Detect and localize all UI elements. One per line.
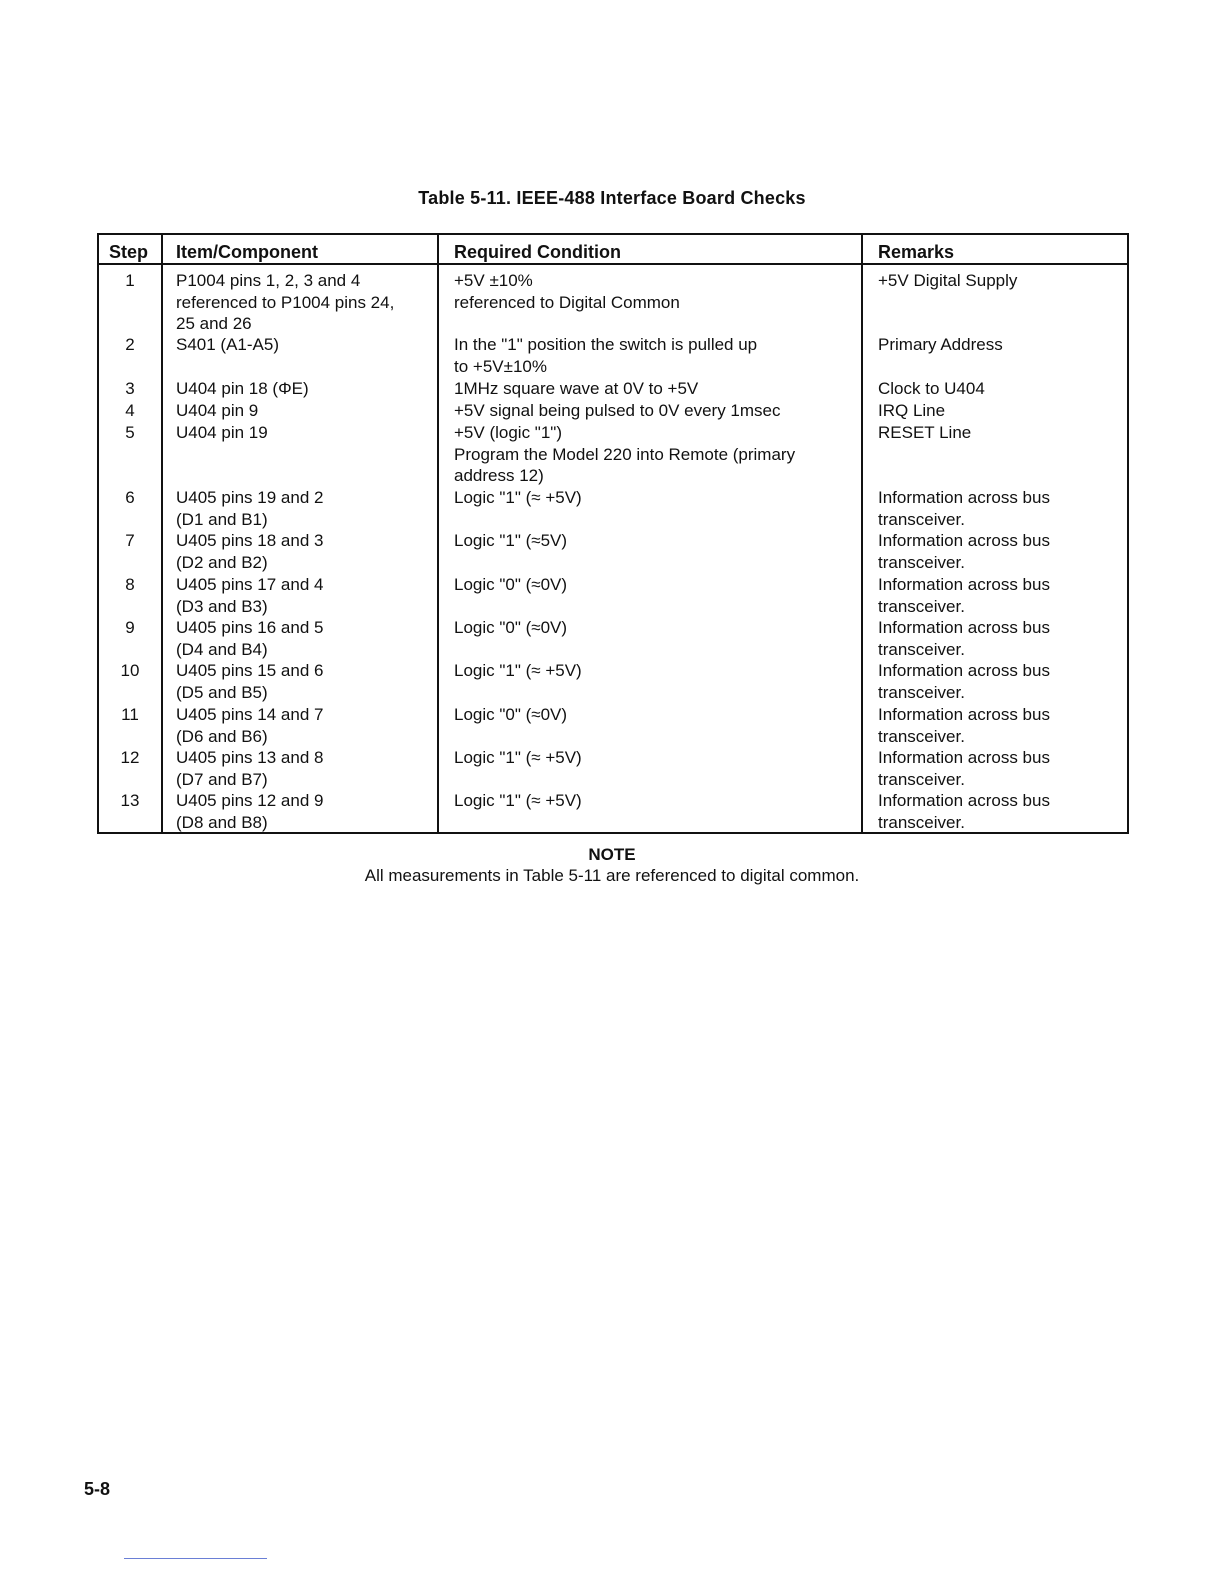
cell-line: transceiver.	[878, 552, 965, 572]
step-cell: 1	[125, 271, 135, 290]
cell-line: transceiver.	[878, 682, 965, 702]
cell-line: Information across bus	[878, 748, 1050, 767]
cell-line: referenced to Digital Common	[454, 292, 680, 312]
item-cell	[176, 704, 323, 747]
cell-line: +5V (logic "1")	[454, 423, 562, 442]
remarks-cell	[878, 530, 1050, 573]
cell-line: Logic "1" (≈ +5V)	[454, 791, 582, 810]
cell-line: Information across bus	[878, 705, 1050, 724]
cell-line: Information across bus	[878, 618, 1050, 637]
step-cell: 11	[121, 705, 139, 724]
remarks-cell	[878, 378, 985, 400]
table-title: Table 5-11. IEEE-488 Interface Board Checks	[418, 188, 806, 208]
condition-cell	[454, 574, 567, 596]
cell-line: referenced to P1004 pins 24,	[176, 292, 395, 312]
cell-line: (D5 and B5)	[176, 682, 268, 702]
condition-cell	[454, 378, 698, 400]
step-cell: 9	[125, 618, 135, 637]
cell-line: Logic "1" (≈5V)	[454, 531, 568, 550]
cell-line: 1MHz square wave at 0V to +5V	[454, 379, 699, 398]
item-cell	[176, 270, 394, 335]
cell-line: +5V Digital Supply	[878, 271, 1018, 290]
cell-line: Information across bus	[878, 791, 1050, 810]
cell-line: U404 pin 9	[176, 401, 259, 420]
condition-cell	[454, 270, 680, 313]
cell-line: transceiver.	[878, 509, 965, 529]
header-item: Item/Component	[176, 242, 318, 262]
header-condition: Required Condition	[454, 242, 621, 262]
cell-line: transceiver.	[878, 769, 965, 789]
cell-line: (D3 and B3)	[176, 596, 268, 616]
column-divider	[437, 235, 439, 832]
step-cell: 12	[120, 748, 140, 767]
remarks-cell	[878, 487, 1050, 530]
condition-cell	[454, 487, 582, 509]
cell-line: U404 pin 18 (ΦE)	[176, 379, 309, 398]
cell-line: U405 pins 18 and 3	[176, 531, 324, 550]
remarks-cell	[878, 704, 1050, 747]
condition-cell	[454, 704, 567, 726]
step-cell: 2	[125, 335, 135, 354]
condition-cell	[454, 660, 582, 682]
cell-line: U405 pins 17 and 4	[176, 575, 324, 594]
item-cell	[176, 334, 279, 356]
cell-line: Information across bus	[878, 575, 1050, 594]
cell-line: (D8 and B8)	[176, 812, 268, 832]
note-text: All measurements in Table 5-11 are referenced to digital common.	[364, 866, 860, 885]
cell-line: +5V ±10%	[454, 271, 533, 290]
step-cell: 4	[125, 401, 135, 420]
step-cell: 5	[125, 423, 135, 442]
column-divider	[161, 235, 163, 832]
cell-line: Logic "1" (≈ +5V)	[454, 488, 582, 507]
remarks-cell	[878, 790, 1050, 833]
page-number: 5-8	[84, 1479, 111, 1499]
cell-line: U405 pins 16 and 5	[176, 618, 324, 637]
cell-line: (D2 and B2)	[176, 552, 268, 572]
cell-line: transceiver.	[878, 812, 965, 832]
remarks-cell	[878, 747, 1050, 790]
item-cell	[176, 574, 323, 617]
checks-table	[97, 233, 1129, 834]
footer-rule	[124, 1558, 267, 1559]
cell-line: U405 pins 14 and 7	[176, 705, 324, 724]
remarks-cell	[878, 422, 971, 444]
remarks-cell	[878, 574, 1050, 617]
item-cell	[176, 790, 323, 833]
cell-line: U405 pins 12 and 9	[176, 791, 324, 810]
condition-cell	[454, 747, 582, 769]
cell-line: In the "1" position the switch is pulled up	[454, 335, 758, 354]
remarks-cell	[878, 660, 1050, 703]
cell-line: to +5V±10%	[454, 356, 547, 376]
cell-line: (D7 and B7)	[176, 769, 268, 789]
condition-cell	[454, 400, 781, 422]
condition-cell	[454, 530, 567, 552]
step-cell: 8	[125, 575, 135, 594]
cell-line: RESET Line	[878, 423, 972, 442]
remarks-cell	[878, 400, 945, 422]
header-remarks: Remarks	[878, 242, 955, 262]
item-cell	[176, 617, 323, 660]
step-cell: 7	[125, 531, 135, 550]
step-cell: 3	[125, 379, 135, 398]
cell-line: U404 pin 19	[176, 423, 268, 442]
cell-line: transceiver.	[878, 596, 965, 616]
item-cell	[176, 747, 323, 790]
condition-cell	[454, 790, 582, 812]
cell-line: Information across bus	[878, 488, 1050, 507]
cell-line: transceiver.	[878, 726, 965, 746]
condition-cell	[454, 422, 795, 487]
cell-line: Logic "1" (≈ +5V)	[454, 661, 582, 680]
remarks-cell	[878, 270, 1017, 292]
item-cell	[176, 660, 323, 703]
cell-line: U405 pins 19 and 2	[176, 488, 324, 507]
cell-line: Logic "0" (≈0V)	[454, 618, 568, 637]
cell-line: Information across bus	[878, 661, 1050, 680]
condition-cell	[454, 617, 567, 639]
item-cell	[176, 530, 323, 573]
cell-line: P1004 pins 1, 2, 3 and 4	[176, 271, 361, 290]
cell-line: +5V signal being pulsed to 0V every 1msec	[454, 401, 781, 420]
cell-line: Logic "1" (≈ +5V)	[454, 748, 582, 767]
cell-line: (D4 and B4)	[176, 639, 268, 659]
cell-line: S401 (A1-A5)	[176, 335, 279, 354]
cell-line: Primary Address	[878, 335, 1003, 354]
cell-line: Program the Model 220 into Remote (primary	[454, 444, 796, 464]
step-cell: 10	[120, 661, 140, 680]
step-cell: 6	[125, 488, 135, 507]
condition-cell	[454, 334, 757, 377]
cell-line: IRQ Line	[878, 401, 946, 420]
cell-line: Logic "0" (≈0V)	[454, 575, 568, 594]
header-divider	[99, 263, 1127, 265]
cell-line: (D1 and B1)	[176, 509, 268, 529]
column-divider	[861, 235, 863, 832]
cell-line: U405 pins 13 and 8	[176, 748, 324, 767]
cell-line: address 12)	[454, 466, 544, 486]
item-cell	[176, 422, 268, 444]
step-cell: 13	[120, 791, 140, 810]
remarks-cell	[878, 334, 1003, 356]
remarks-cell	[878, 617, 1050, 660]
cell-line: U405 pins 15 and 6	[176, 661, 324, 680]
cell-line: Clock to U404	[878, 379, 985, 398]
cell-line: Logic "0" (≈0V)	[454, 705, 568, 724]
item-cell	[176, 378, 309, 400]
item-cell	[176, 487, 323, 530]
cell-line: transceiver.	[878, 639, 965, 659]
cell-line: 25 and 26	[176, 314, 252, 334]
header-step: Step	[109, 242, 149, 262]
note-heading: NOTE	[588, 845, 636, 864]
item-cell	[176, 400, 258, 422]
cell-line: Information across bus	[878, 531, 1050, 550]
cell-line: (D6 and B6)	[176, 726, 268, 746]
